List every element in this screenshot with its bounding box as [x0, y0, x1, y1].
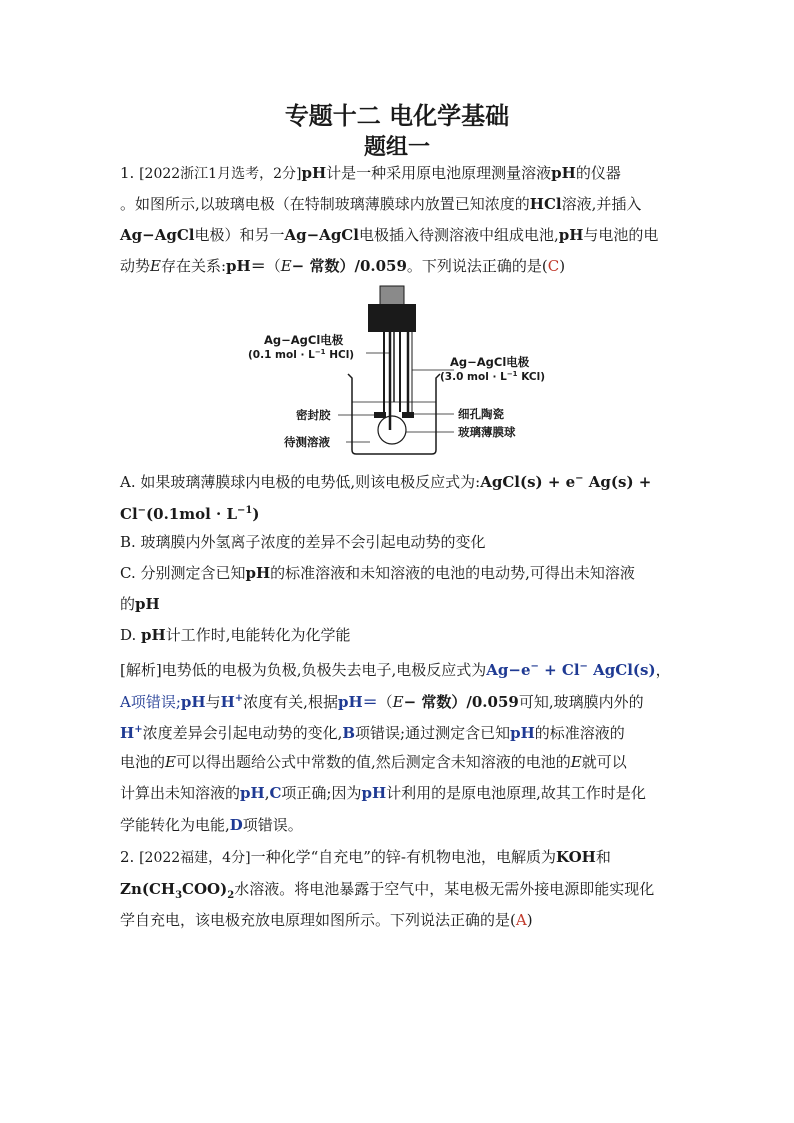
q1-explanation-line-4: 电池的E可以得出题给公式中常数的值,然后测定含未知溶液的电池的E就可以 [120, 753, 627, 771]
q1-explanation-line-2: A项错误;pH与H+浓度有关,根据pH＝（E− 常数）/0.059可知,玻璃膜内外的 [120, 693, 644, 711]
sealant-label: 密封胶 [296, 408, 331, 422]
electrode-apparatus-figure [240, 282, 560, 458]
q2-source: [2022福建，4分] [139, 850, 251, 866]
cable-top [380, 286, 404, 306]
sealant-left [374, 412, 386, 418]
glass-membrane-bulb [378, 416, 406, 444]
q1-answer: C [547, 257, 560, 275]
q1-source: [2022浙江1月选考，2分] [139, 166, 302, 182]
apparatus-diagram [240, 282, 560, 458]
q2-line-1: 2. [2022福建，4分]一种化学“自充电”的锌-有机物电池，电解质为KOH和 [120, 848, 611, 866]
q1-line-2: 。如图所示,以玻璃电极（在特制玻璃薄膜球内放置已知浓度的HCl溶液,并插入 [120, 195, 642, 213]
left-electrode-label: Ag−AgCl电极 [264, 333, 344, 347]
q1-option-c-line-2: 的pH [120, 595, 160, 613]
q1-option-a-line-2: $Cl^-(0.1mol \cdot L^{-1})$ [120, 505, 260, 523]
q1-explanation-line-1: [解析]电势低的电极为负极,负极失去电子,电极反应式为Ag−e− + Cl− AgCl(s)， [120, 661, 671, 679]
q1-number: 1. [120, 164, 140, 182]
ceramic-label: 细孔陶瓷 [458, 407, 504, 421]
q1-explanation-line-3: H+浓度差异会引起电动势的变化,B项错误;通过测定含已知pH的标准溶液的 [120, 724, 625, 742]
solution-label: 待测溶液 [284, 435, 330, 449]
q1-explanation-line-6: 学能转化为电能,D项错误。 [120, 816, 303, 834]
q1-line-3: Ag−AgCl电极）和另一Ag−AgCl电极插入待测溶液中组成电池,pH与电池的电 [120, 226, 659, 244]
sealant-right [402, 412, 414, 418]
page-title: 专题十二 电化学基础 [284, 102, 510, 130]
q2-number: 2. [120, 848, 140, 866]
q1-option-c-line-1: C. 分别测定含已知pH的标准溶液和未知溶液的电池的电动势,可得出未知溶液 [120, 564, 635, 582]
q1-option-b: B. 玻璃膜内外氢离子浓度的差异不会引起电动势的变化 [120, 533, 486, 551]
right-electrode-label: Ag−AgCl电极 [450, 355, 530, 369]
membrane-label: 玻璃薄膜球 [458, 425, 516, 439]
electrode-cap [368, 304, 416, 332]
q1-explanation-line-5: 计算出未知溶液的pH,C项正确;因为pH计利用的是原电池原理,故其工作时是化 [120, 784, 646, 802]
page-subtitle: 题组一 [363, 135, 430, 160]
q1-line-1: 1. [2022浙江1月选考，2分]pH计是一种采用原电池原理测量溶液pH的仪器 [120, 164, 621, 182]
right-electrode-conc: (3.0 mol · $L^{-1}$ KCl) [440, 370, 545, 383]
q2-line-3: 学自充电，该电极充放电原理如图所示。下列说法正确的是(A) [120, 911, 533, 929]
q1-option-a-line-1: A. 如果玻璃薄膜球内电极的电势低,则该电极反应式为:AgCl(s) + e− Ag(s) + [120, 473, 652, 491]
q2-answer: A [515, 911, 527, 929]
q1-line-4: 动势E存在关系:pH＝（E− 常数）/0.059。下列说法正确的是(C) [120, 257, 566, 275]
q1-option-d: D. pH计工作时,电能转化为化学能 [120, 626, 351, 644]
left-electrode-conc: (0.1 mol · $L^{-1}$ HCl) [248, 348, 355, 361]
q2-line-2: $Zn(CH_3COO)_2$水溶液。将电池暴露于空气中，某电极无需外接电源即能实现化 [120, 880, 655, 901]
